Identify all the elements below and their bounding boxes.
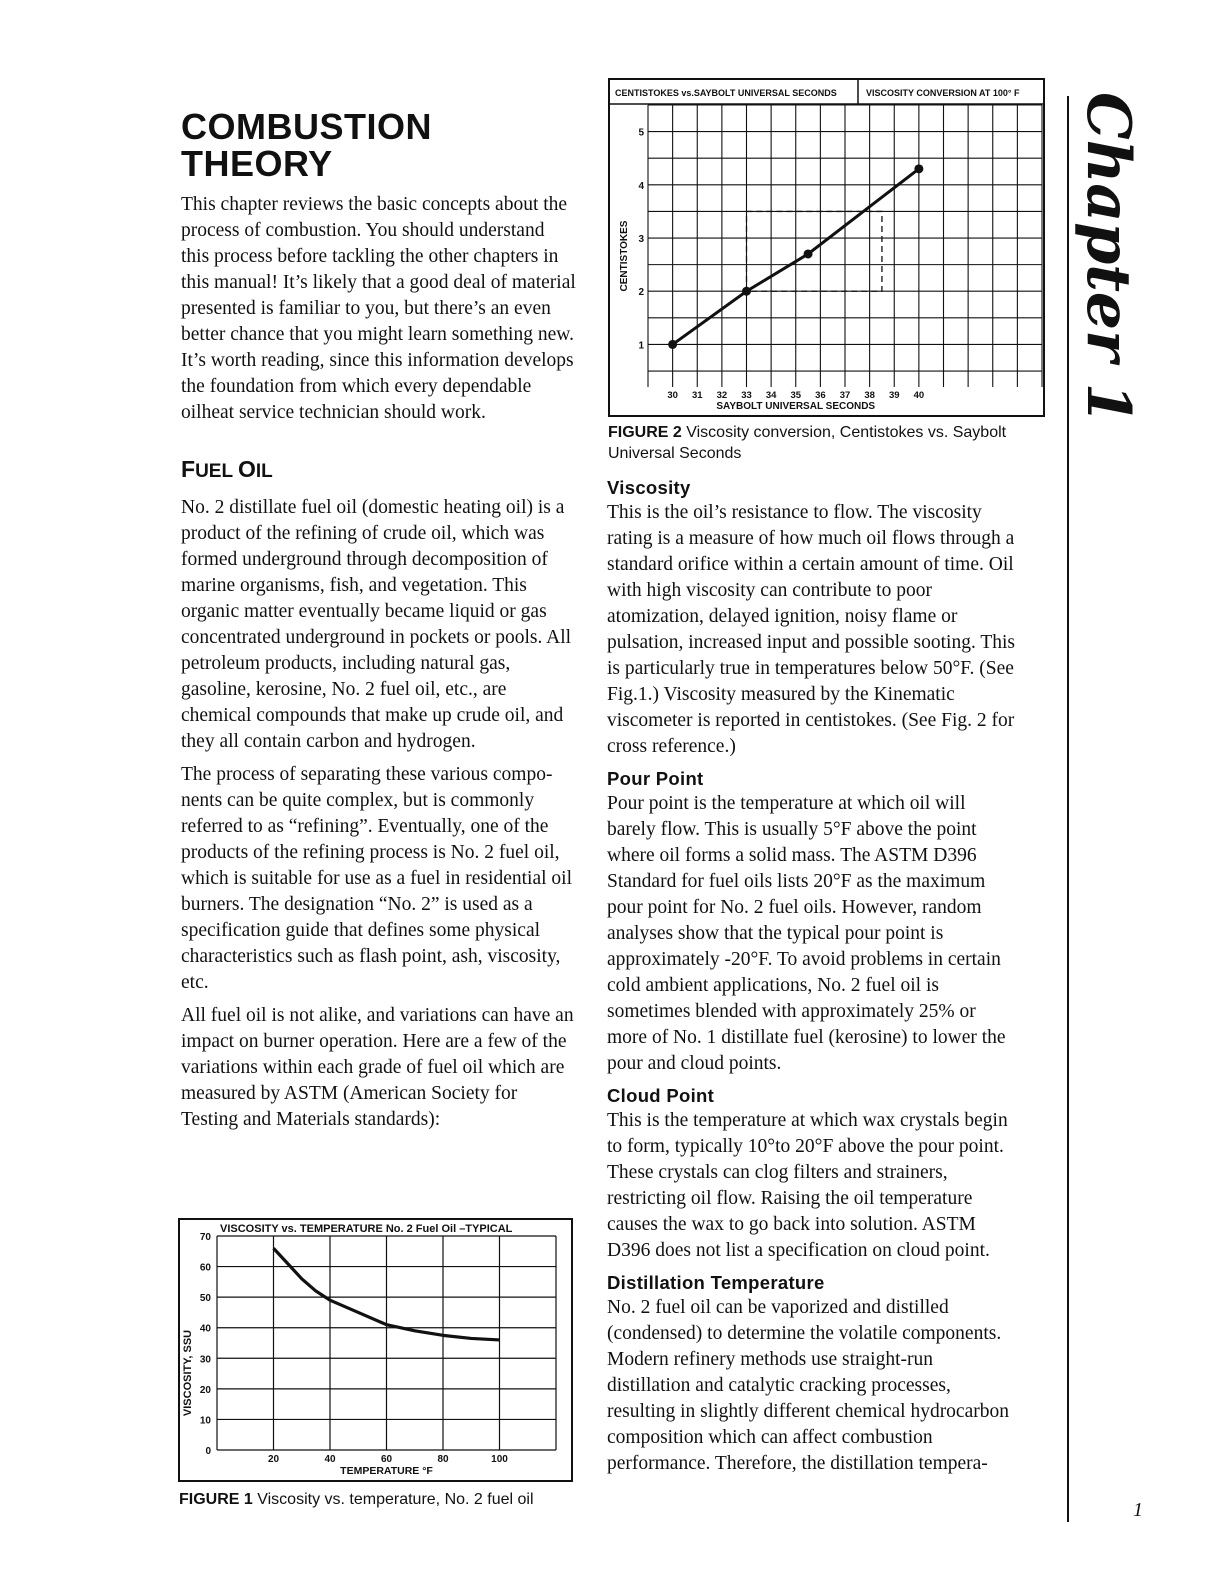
x-tick-label: 30	[667, 390, 678, 401]
pour-point-paragraph: Pour point is the temperature at which oil will barely flow. This is usually 5°F above the point where oil forms a solid mass. The ASTM D396 Standard for fuel oils lists 20°F as the maximum pour point for No. 2 fuel oils. However, random analyses show that the typical pour point is approximately -20°F. To avoid problems in certain cold ambient applications, No. 2 fuel oil is sometimes blended with approximately 25% or more of No. 1 distillate fuel (kerosine) to lower the pour and cloud points.	[607, 793, 1006, 1074]
chart-title: CENTISTOKES vs.SAYBOLT UNIVERSAL SECONDS	[615, 88, 837, 98]
data-point	[742, 287, 751, 296]
x-tick-label: 100	[491, 1454, 508, 1465]
pour-point-heading: Pour Point	[607, 768, 704, 789]
chart-subtitle: VISCOSITY CONVERSION AT 100° F	[866, 88, 1020, 98]
x-tick-label: 39	[888, 390, 900, 401]
fuel-oil-paragraph-3: All fuel oil is not alike, and variations can have an impact on burner operation. Here are a few of the variations within each grade of fuel oil which are measured by ASTM (American Society for Testing and Materials standards):	[181, 1005, 574, 1130]
y-tick-label: 4	[638, 180, 644, 192]
y-tick-label: 0	[205, 1446, 211, 1457]
distillation-paragraph: No. 2 fuel oil can be vaporized and distilled (condensed) to determine the volatile components. Modern refinery methods use straight-run distillation and catalytic cracking processes, resulting in slightly different chemical hydrocarbon composition which can affect combustion performance. Therefore, the distillation tempera-	[607, 1297, 1009, 1474]
x-axis-label: TEMPERATURE °F	[340, 1465, 433, 1477]
cloud-point-paragraph: This is the temperature at which wax crystals begin to form, typically 10°to 20°F above the pour point. These crystals can clog filters and strainers, restricting oil flow. Raising the oil temperature causes the wax to go back into solution. ASTM D396 does not list a specification on cloud point.	[607, 1110, 1008, 1261]
page-number: 1	[1133, 1499, 1143, 1521]
figure-2-label: FIGURE 2	[608, 424, 682, 441]
left-column	[181, 192, 576, 1140]
sidebar-divider	[1067, 96, 1069, 1522]
x-tick-label: 80	[437, 1454, 449, 1465]
figure-2-frame	[609, 79, 1044, 416]
x-tick-label: 40	[913, 390, 925, 401]
right-column	[607, 476, 1017, 1484]
figure-1-label: FIGURE 1	[179, 1491, 253, 1508]
x-tick-label: 31	[691, 390, 703, 401]
x-tick-label: 33	[741, 390, 752, 401]
page-title	[181, 108, 561, 182]
cloud-point-heading: Cloud Point	[607, 1085, 715, 1106]
data-point	[914, 164, 923, 173]
fuel-oil-heading: FUEL OIL	[181, 456, 273, 482]
chapter-label: Chapter 1	[1073, 92, 1143, 425]
y-tick-label: 60	[199, 1262, 211, 1274]
x-tick-label: 40	[324, 1454, 336, 1465]
x-tick-label: 60	[380, 1454, 393, 1465]
chart-title: VISCOSITY vs. TEMPERATURE No. 2 Fuel Oil –TYPICAL	[220, 1223, 513, 1235]
figure-2-caption	[608, 422, 1028, 464]
y-axis-label: CENTISTOKES	[619, 220, 630, 292]
figure-2-caption-text: Viscosity conversion, Centistokes vs. Saybolt Universal Seconds	[608, 424, 1007, 462]
figure-1-caption-text: Viscosity vs. temperature, No. 2 fuel oil	[252, 1491, 534, 1508]
x-tick-label: 34	[765, 390, 777, 401]
x-tick-label: 36	[815, 390, 826, 401]
x-tick-label: 20	[267, 1454, 280, 1465]
x-tick-label: 32	[716, 390, 728, 401]
figure-1-frame	[179, 1219, 572, 1481]
y-tick-label: 20	[199, 1384, 211, 1396]
data-point	[804, 249, 813, 258]
title-line-2: THEORY	[181, 143, 333, 184]
y-tick-label: 40	[199, 1323, 211, 1335]
data-point	[668, 340, 677, 349]
y-tick-label: 10	[199, 1415, 211, 1427]
title-line-1: COMBUSTION	[181, 106, 432, 147]
fuel-oil-paragraph-1: No. 2 distillate fuel oil (domestic heating oil) is a product of the refining of crude oil, which was formed underground through decomposition of marine organisms, fish, and vegetation. This organic matter eventually became liquid or gas concentrated underground in pockets or pools. All petroleum products, including natural gas, gasoline, kerosine, No. 2 fuel oil, etc., are chemical compounds that make up crude oil, and they all contain carbon and hydrogen.	[181, 497, 572, 752]
viscosity-heading: Viscosity	[607, 477, 691, 498]
fuel-oil-paragraph-2: The process of separating these various components can be quite complex, but is commonly referred to as “refining”. Eventually, one of the products of the refining process is No. 2 fuel oil, which is suitable for use as a fuel in residential oil burners. The designation “No. 2” is used as a specification guide that defines some physical characteristics such as flash point, ash, viscosity, etc.	[181, 764, 572, 993]
y-tick-label: 5	[638, 127, 644, 139]
y-tick-label: 50	[199, 1293, 211, 1305]
figure-2-chart	[608, 78, 1045, 418]
y-axis-label: VISCOSITY, SSU	[182, 1329, 194, 1417]
x-tick-label: 35	[790, 390, 802, 401]
figure-1-caption	[179, 1489, 579, 1510]
y-tick-label: 70	[199, 1232, 211, 1243]
y-tick-label: 1	[638, 340, 644, 352]
x-tick-label: 38	[864, 390, 875, 401]
y-tick-label: 2	[638, 287, 644, 299]
x-tick-label: 37	[839, 390, 851, 401]
figure-1-chart	[178, 1218, 573, 1482]
viscosity-paragraph: This is the oil’s resistance to flow. The viscosity rating is a measure of how much oil flows through a standard orifice within a certain amount of time. Oil with high viscosity can contribute to poor atomization, delayed ignition, noisy flame or pulsation, increased input and possible sooting. This is particularly true in temperatures below 50°F. (See Fig.1.) Viscosity measured by the Kinematic viscometer is reported in centistokes. (See Fig. 2 for cross reference.)	[607, 502, 1016, 757]
distillation-heading: Distillation Temperature	[607, 1272, 825, 1293]
y-tick-label: 30	[199, 1354, 211, 1366]
y-tick-label: 3	[638, 234, 644, 246]
intro-paragraph: This chapter reviews the basic concepts about the process of combustion. You should understand this process before tackling the other chapters in this manual! It’s likely that a good deal of material presented is familiar to you, but there’s an even better chance that you might learn something new. It’s worth reading, since this information develops the foundation from which every dependable oilheat service technician should work.	[181, 194, 576, 423]
x-axis-label: SAYBOLT UNIVERSAL SECONDS	[716, 401, 876, 412]
